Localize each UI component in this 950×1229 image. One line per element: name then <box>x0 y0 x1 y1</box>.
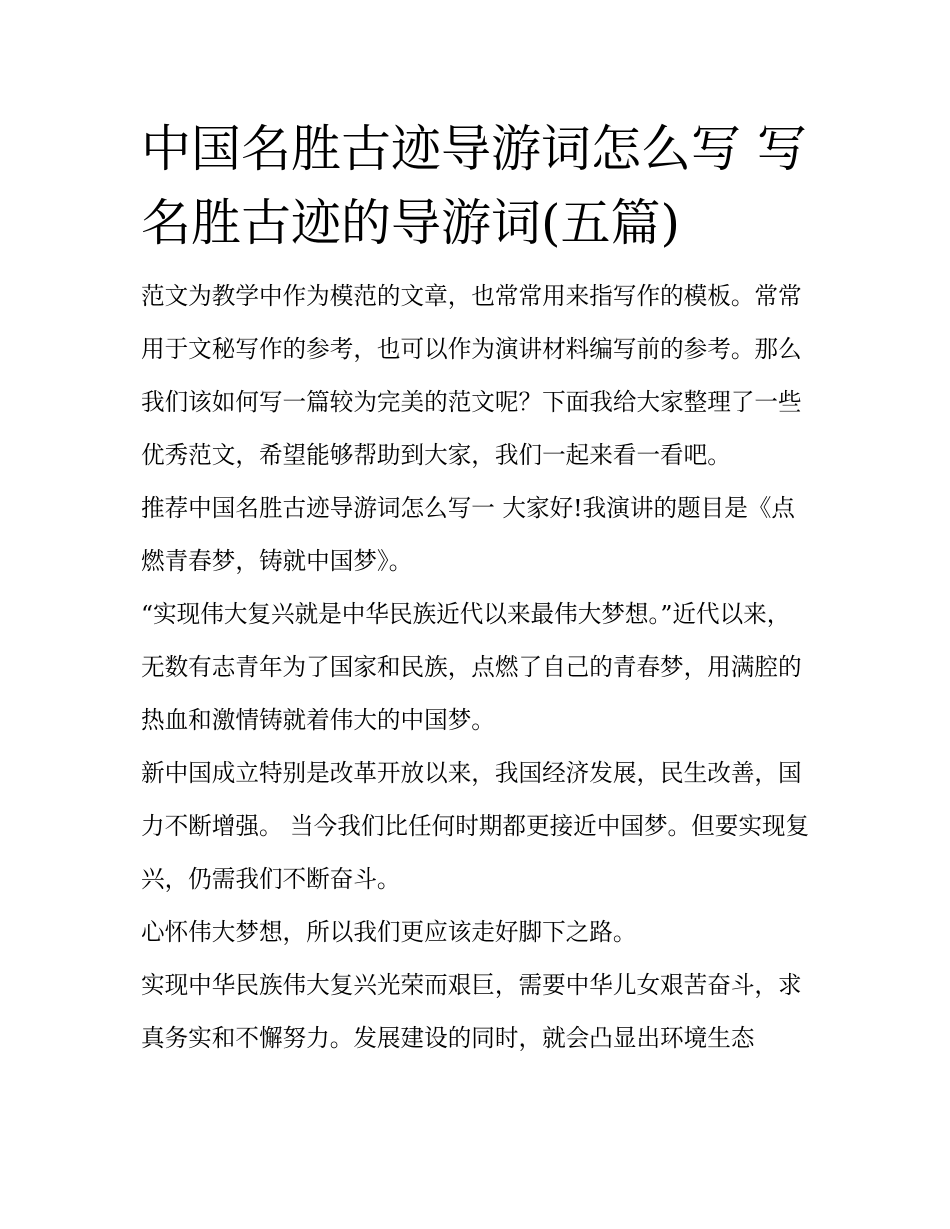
paragraph-speech-opening: 推荐中国名胜古迹导游词怎么写一 大家好!我演讲的题目是《点燃青春梦，铸就中国梦》。 <box>141 494 796 575</box>
document-title: 中国名胜古迹导游词怎么写 写名胜古迹的导游词(五篇) <box>141 120 807 252</box>
paragraph-reform: 新中国成立特别是改革开放以来，我国经济发展，民生改善，国力不断增强。 当今我们比任何时期都更接近中国梦。但要实现复兴，仍需我们不断奋斗。 <box>141 759 810 893</box>
document-body <box>141 270 813 1065</box>
paragraph-dream: 心怀伟大梦想，所以我们更应该走好脚下之路。 <box>141 918 637 946</box>
paragraph-quote: “实现伟大复兴就是中华民族近代以来最伟大梦想。”近代以来，无数有志青年为了国家和民族，点燃了自己的青春梦，用满腔的热血和激情铸就着伟大的中国梦。 <box>141 600 802 734</box>
paragraph-rejuvenation: 实现中华民族伟大复兴光荣而艰巨，需要中华儿女艰苦奋斗，求真务实和不懈努力。发展建设的同时，就会凸显出环境生态 <box>141 971 802 1052</box>
paragraph-intro: 范文为教学中作为模范的文章，也常常用来指写作的模板。常常用于文秘写作的参考，也可以作为演讲材料编写前的参考。那么我们该如何写一篇较为完美的范文呢？下面我给大家整理了一些优秀范文，希望能够帮助到大家，我们一起来看一看吧。 <box>141 282 802 469</box>
